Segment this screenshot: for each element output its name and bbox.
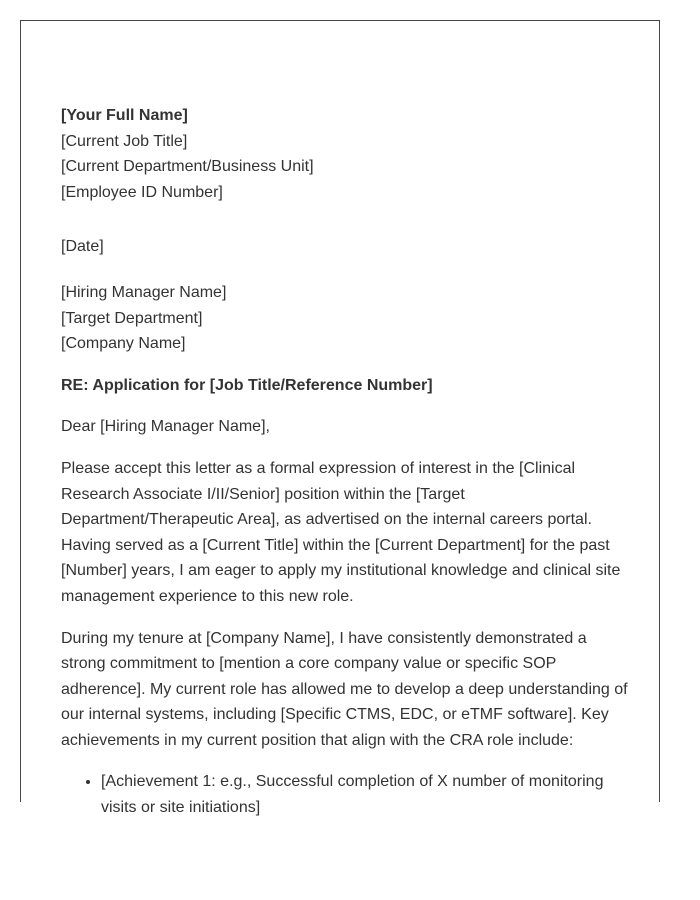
achievement-item: • [Achievement 1: e.g., Successful completion of X number of monitoring visits or site initiations] [101,769,631,820]
letter-content [61,103,631,821]
sender-block [61,103,631,205]
date-block [61,234,631,260]
sender-department: [Current Department/Business Unit] [61,158,314,176]
letter-date: [Date] [61,238,104,256]
sender-name: [Your Full Name] [61,107,188,124]
sender-employee-id: [Employee ID Number] [61,183,223,201]
salutation-text: Dear [Hiring Manager Name], [61,418,270,436]
subject-line [61,373,631,399]
body-paragraph-2: During my tenure at [Company Name], I have consistently demonstrated a strong commitment to [mention a core company value or specific SOP adherence]. My current role has allowed me to develop a deep understanding of our internal systems, including [Specific CTMS, EDC, or eTMF software]. Key achievements in my current position that align with the CRA role include: [61,629,628,749]
recipient-department: [Target Department] [61,309,203,327]
recipient-block [61,280,631,357]
letter-page [20,20,660,817]
recipient-company: [Company Name] [61,335,186,353]
recipient-manager: [Hiring Manager Name] [61,283,227,301]
body-paragraph-1: Please accept this letter as a formal expression of interest in the [Clinical Research Associate I/II/Senior] position within the [Target Department/Therapeutic Area], as advertised on the internal careers portal. Having served as a [Current Title] within the [Current Department] for the past [Number] years, I am eager to apply my institutional knowledge and clinical site management experience to this new role. [61,459,621,605]
salutation-block [61,414,631,440]
sender-job-title: [Current Job Title] [61,132,188,150]
achievements-list [61,769,631,820]
subject-text: RE: Application for [Job Title/Reference Number] [61,376,433,394]
